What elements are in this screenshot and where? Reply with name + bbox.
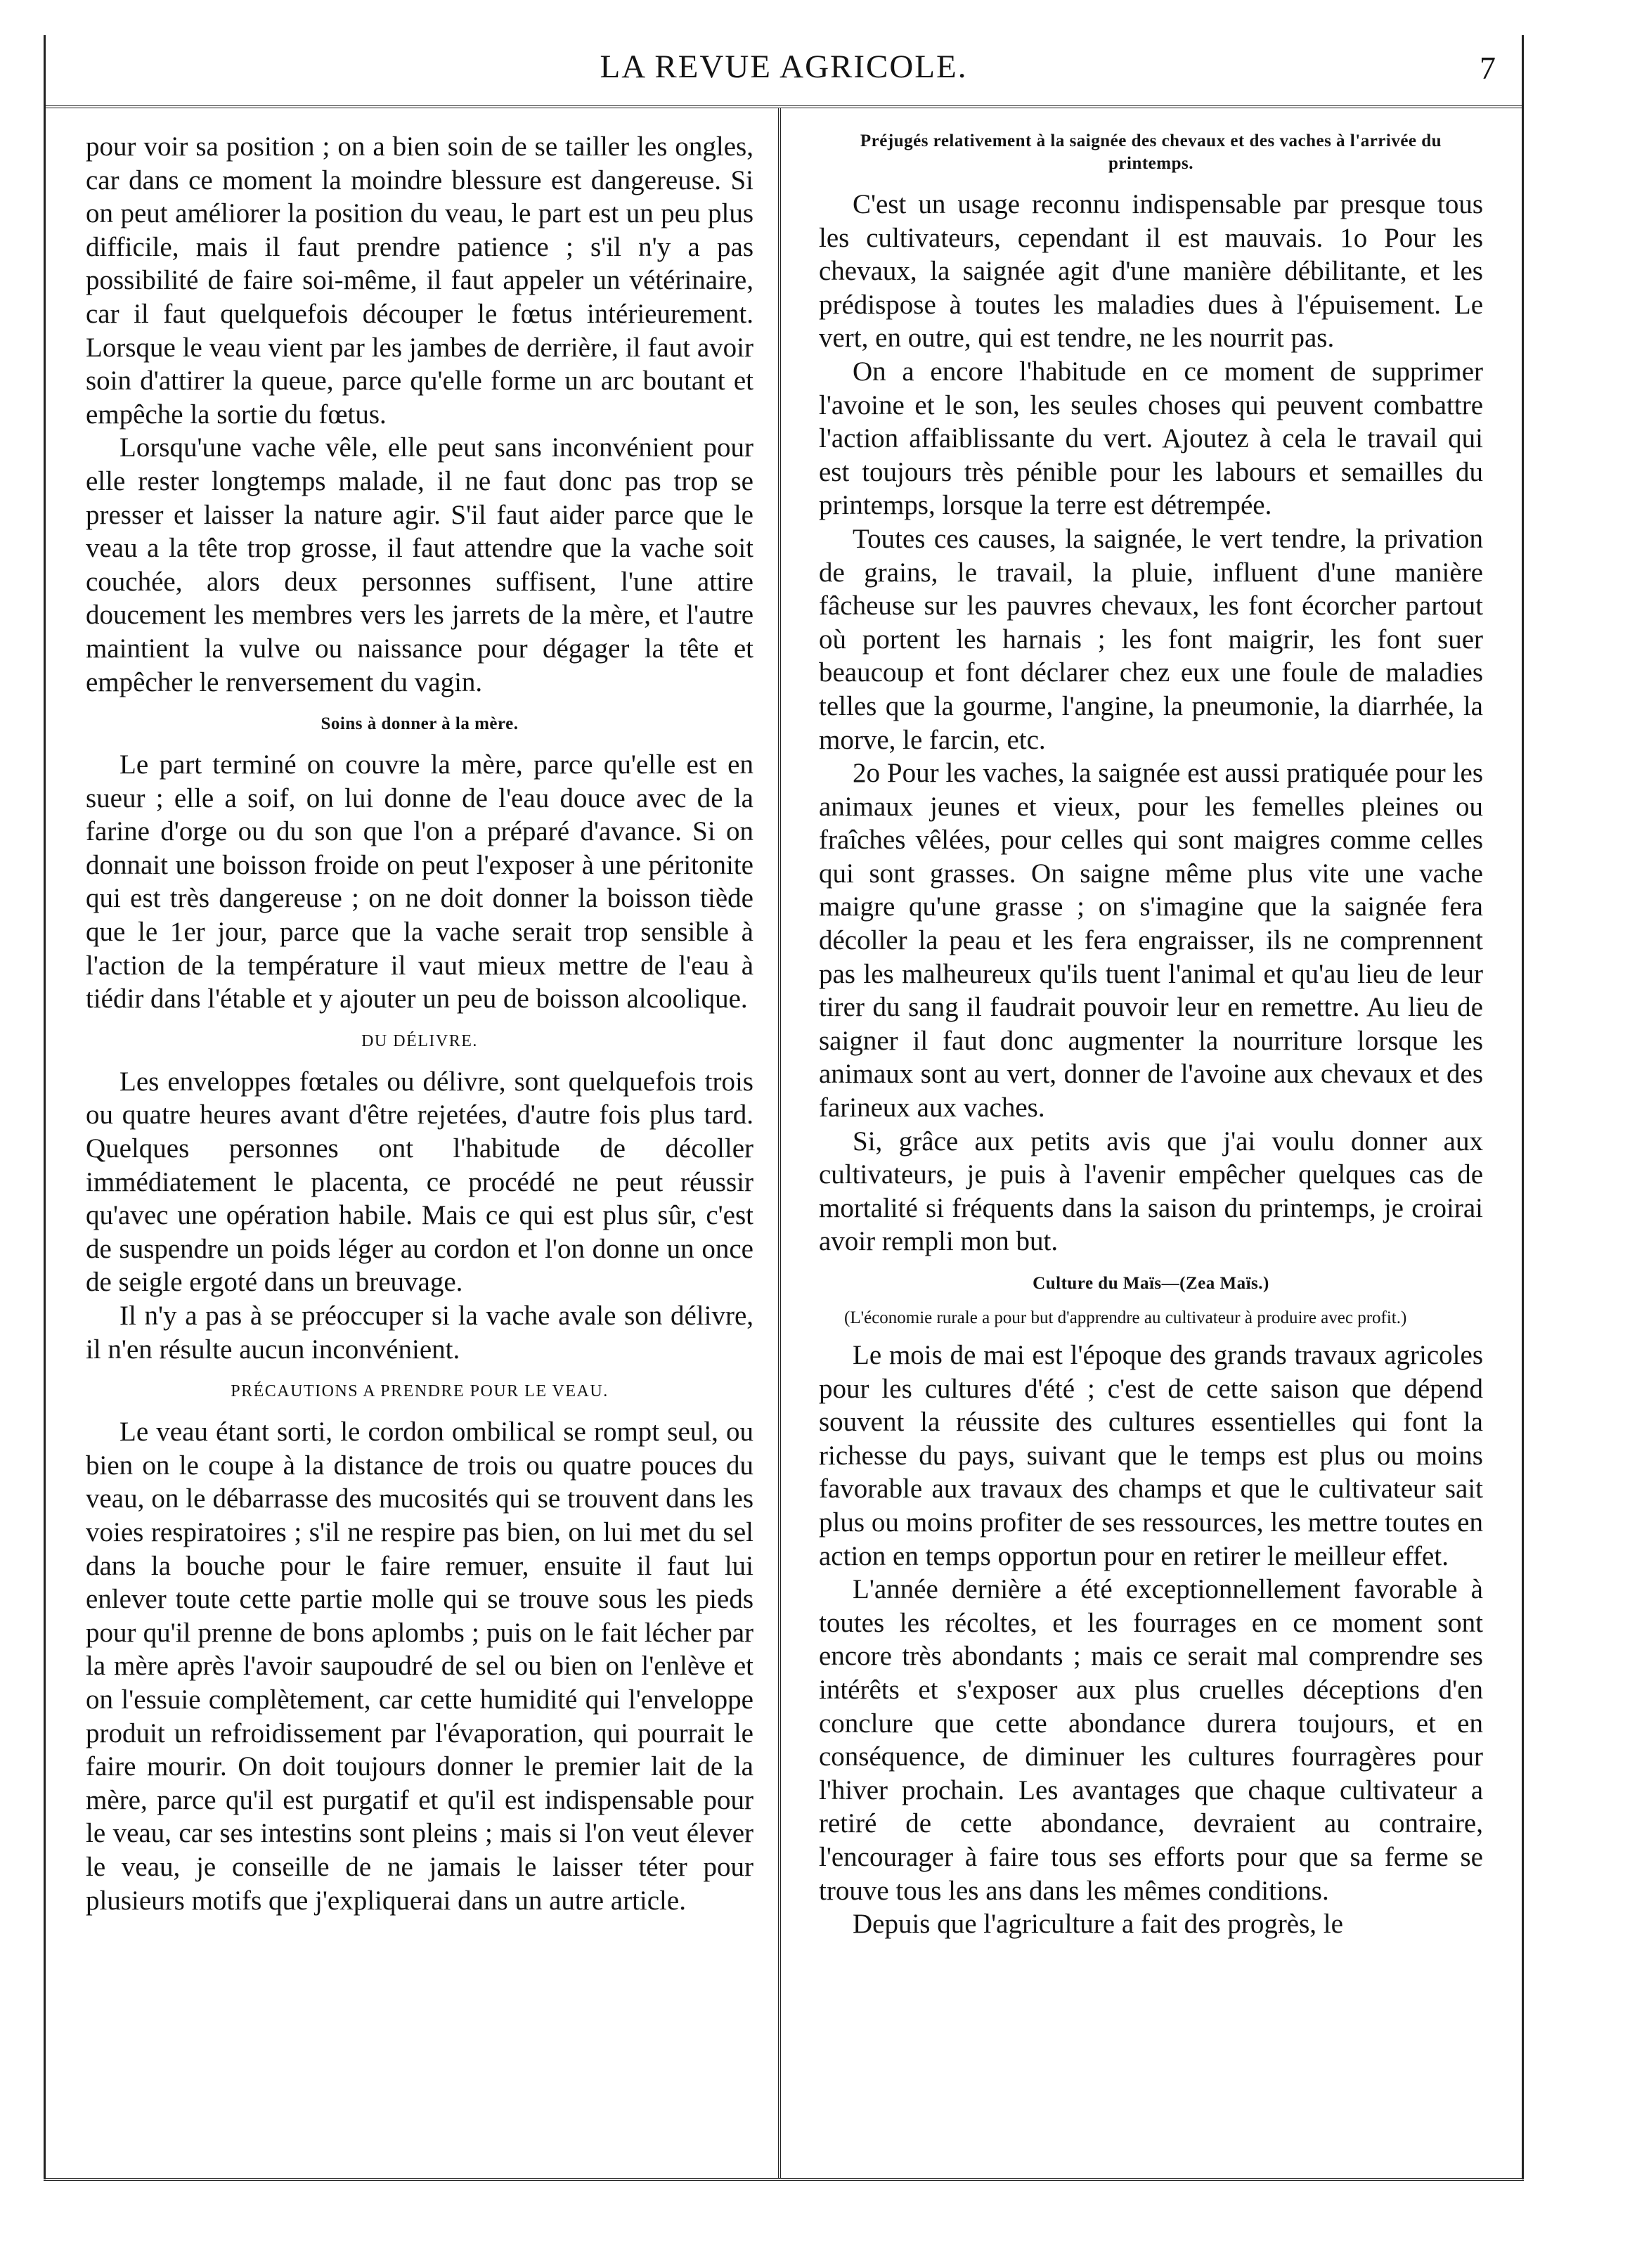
section-heading: DU DÉLIVRE. xyxy=(361,1031,478,1050)
paragraph: Les enveloppes fœtales ou délivre, sont quelquefois trois ou quatre heures avant d'être rejetées, d'autre fois plus tard. Quelques personnes ont l'habitude de décoller immédiatement le placenta, ce procédé ne peut réussir qu'avec une opération habile. Mais ce qui est plus sûr, c'est de suspendre un poids léger au cordon et l'on donne un once de seigle ergoté dans un breuvage. xyxy=(86,1066,753,1298)
section-heading: PRÉCAUTIONS A PRENDRE POUR LE VEAU. xyxy=(231,1382,609,1401)
paragraph: Le part terminé on couvre la mère, parce qu'elle est en sueur ; elle a soif, on lui donne de l'eau douce avec de la farine d'orge ou du son que l'on a préparé d'avance. Si on donnait une boisson froide on peut l'exposer à une péritonite qui est très dangereuse ; on ne doit donner la boisson tiède que le 1er jour, parce que la vache serait trop sensible à l'action de la température il vaut mieux mettre de l'eau à tiédir dans l'étable et y ajouter un peu de boisson alcoolique. xyxy=(86,749,753,1014)
footer-rule xyxy=(44,2178,1524,2181)
left-column xyxy=(86,130,753,1917)
paragraph: On a encore l'habitude en ce moment de supprimer l'avoine et le son, les seules choses qui peuvent combattre l'action affaiblissante du vert. Ajoutez à cela le travail qui est toujours très pénible pour les labours et semailles du printemps, lorsque la terre est détrempée. xyxy=(819,356,1483,521)
epigraph-note: (L'économie rurale a pour but d'apprendre au cultivateur à produire avec profit.) xyxy=(844,1308,1407,1327)
page-number: 7 xyxy=(1480,50,1496,86)
column-divider xyxy=(778,108,781,2178)
paragraph: Si, grâce aux petits avis que j'ai voulu donner aux cultivateurs, je puis à l'avenir empêcher quelques cas de mortalité si fréquents dans la saison du printemps, je croirai avoir rempli mon but. xyxy=(819,1126,1483,1257)
paragraph: Lorsqu'une vache vêle, elle peut sans inconvénient pour elle rester longtemps malade, il ne faut donc pas trop se presser et laisser la nature agir. S'il faut aider parce que le veau a la tête trop grosse, il faut attendre que la vache soit couchée, alors deux personnes suffisent, l'une attire doucement les membres vers les jarrets de la mère, et l'autre maintient la vulve ou naissance pour dégager la tête et empêcher le renversement du vagin. xyxy=(86,432,753,697)
paragraph: 2o Pour les vaches, la saignée est aussi pratiquée pour les animaux jeunes et vieux, pour les femelles pleines ou fraîches vêlées, pour celles qui sont maigres comme celles qui sont grasses. On saigne même plus vite une vache maigre qu'une grasse ; on s'imagine que la saignée fera décoller la peau et les fera engraisser, ils ne comprennent pas les malheureux qu'ils tuent l'animal et qu'au lieu de leur tirer du sang il faudrait pouvoir leur en remettre. Au lieu de saigner il faut donc augmenter la nourriture lorsque les animaux sont au vert, donner de l'avoine aux chevaux et des farineux aux vaches. xyxy=(819,758,1483,1123)
paragraph: Depuis que l'agriculture a fait des progrès, le xyxy=(853,1909,1343,1940)
paragraph: C'est un usage reconnu indispensable par presque tous les cultivateurs, cependant il est mauvais. 1o Pour les chevaux, la saignée agit d'une manière débilitante, et les prédispose à toutes les maladies dues à l'épuisement. Le vert, en outre, qui est tendre, ne les nourrit pas. xyxy=(819,189,1483,354)
header-rule xyxy=(44,105,1524,108)
right-column xyxy=(819,130,1483,1941)
paragraph: Toutes ces causes, la saignée, le vert tendre, la privation de grains, le travail, la pluie, influent d'une manière fâcheuse sur les pauvres chevaux, les font écorcher partout où portent les harnais ; les font maigrir, les font suer beaucoup et font déclarer chez eux une foule de maladies telles que la gourme, l'angine, la pneumonie, la diarrhée, la morve, le farcin, etc. xyxy=(819,523,1483,755)
journal-title: LA REVUE AGRICOLE. xyxy=(600,49,968,85)
paragraph: Le veau étant sorti, le cordon ombilical se rompt seul, ou bien on le coupe à la distance de trois ou quatre pouces du veau, on le débarrasse des mucosités qui se trouvent dans les voies respiratoires ; s'il ne respire pas bien, on lui met du sel dans la bouche pour le faire remuer, ensuite il faut lui enlever toute cette partie molle qui se trouve sous les pieds pour qu'il prenne de bons aplombs ; puis on le fait lécher par la mère après l'avoir saupoudré de sel ou bien on l'enlève et on l'essuie complètement, car cette humidité qui l'enveloppe produit un refroidissement par l'évaporation, qui pourrait le faire mourir. On doit toujours donner le premier lait de la mère, parce qu'il est purgatif et qu'il est indispensable pour le veau, car ses intestins sont pleins ; mais si l'on veut élever le veau, je conseille de ne jamais le laisser téter pour plusieurs motifs que j'expliquerai dans un autre article. xyxy=(86,1417,753,1916)
article-title: Préjugés relativement à la saignée des chevaux et des vaches à l'arrivée du printemps. xyxy=(860,131,1442,173)
paragraph: L'année dernière a été exceptionnellement favorable à toutes les récoltes, et les fourrages en ce moment sont encore très abondants ; mais ce serait mal comprendre ses intérêts et s'exposer aux plus cruelles déceptions d'en conclure que cette abondance durera toujours, et en conséquence, de diminuer les cultures fourragères pour l'hiver prochain. Les avantages que chaque cultivateur a retiré de cette abondance, devraient au contraire, l'encourager à faire tous ses efforts pour que sa ferme se trouve tous les ans dans les mêmes conditions. xyxy=(819,1574,1483,1906)
paragraph: pour voir sa position ; on a bien soin de se tailler les ongles, car dans ce moment la moindre blessure est dangereuse. Si on peut améliorer la position du veau, le part est un peu plus difficile, mais il faut prendre patience ; s'il n'y a pas possibilité de faire soi-même, il faut appeler un vétérinaire, car il faut quelquefois découper le fœtus intérieurement. Lorsque le veau vient par les jambes de derrière, il faut avoir soin d'attirer la queue, parce qu'elle forme un arc boutant et empêche la sortie du fœtus. xyxy=(86,131,753,430)
article-title: Culture du Maïs—(Zea Maïs.) xyxy=(1033,1274,1269,1293)
paragraph: Le mois de mai est l'époque des grands travaux agricoles pour les cultures d'été ; c'est de cette saison que dépend souvent la réussite des cultures essentielles qui font la richesse du pays, suivant que le temps est plus ou moins favorable aux travaux des champs et que le cultivateur sait plus ou moins profiter de ses ressources, les mettre toutes en action en temps opportun pour en retirer le meilleur effet. xyxy=(819,1340,1483,1571)
paragraph: Il n'y a pas à se préoccuper si la vache avale son délivre, il n'en résulte aucun inconvénient. xyxy=(86,1301,753,1365)
running-header xyxy=(44,35,1524,110)
section-heading: Soins à donner à la mère. xyxy=(321,714,519,734)
